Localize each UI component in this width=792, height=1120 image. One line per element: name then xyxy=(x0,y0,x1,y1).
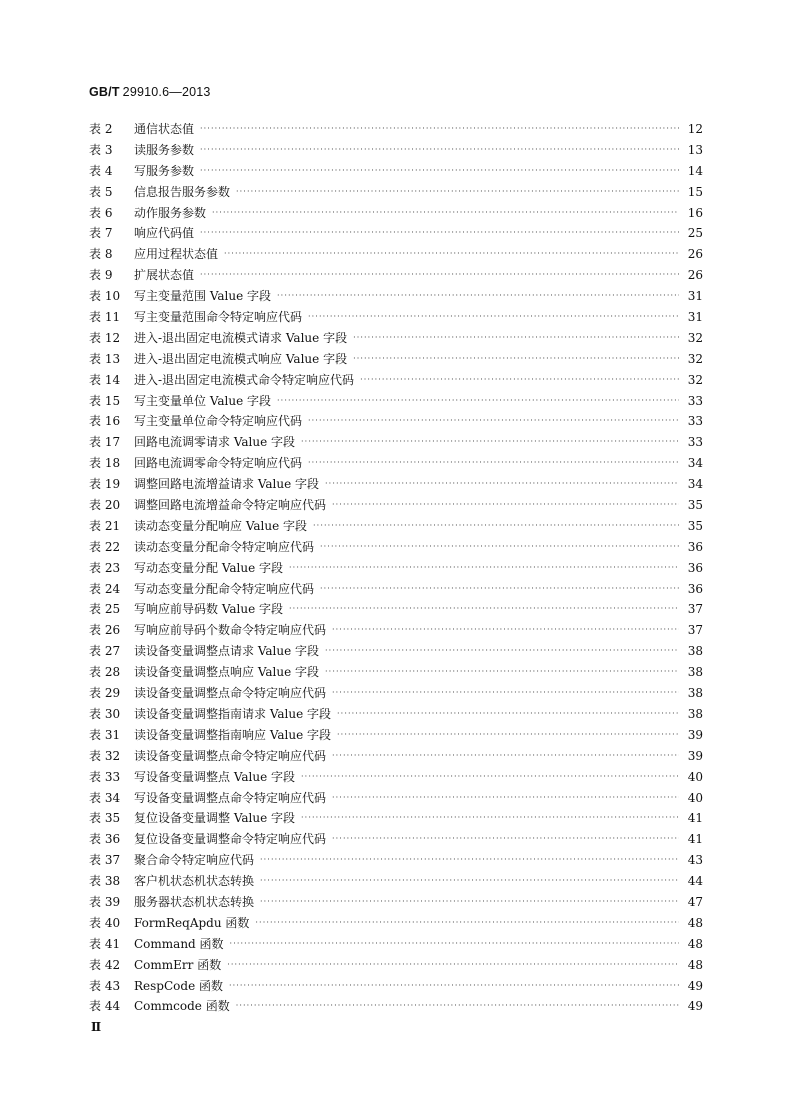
toc-entry-page: 31 xyxy=(687,310,703,325)
toc-entry-page: 37 xyxy=(687,602,703,617)
toc-entry-number: 表 16 xyxy=(89,414,121,429)
toc-entry-title: 写动态变量分配命令特定响应代码 xyxy=(134,581,315,596)
toc-entry-number: 表 27 xyxy=(89,644,121,659)
toc-entry[interactable] xyxy=(89,704,703,725)
toc-entry-number: 表 32 xyxy=(89,748,121,763)
toc-entry-title: 读设备变量调整指南响应 Value 字段 xyxy=(134,727,332,742)
toc-entry[interactable] xyxy=(89,913,703,934)
toc-entry-title: 读设备变量调整指南请求 Value 字段 xyxy=(134,706,332,721)
toc-leader-dots xyxy=(200,119,679,140)
toc-entry-number: 表 37 xyxy=(89,853,121,868)
toc-entry[interactable] xyxy=(89,976,703,997)
toc-entry-title: 复位设备变量调整命令特定响应代码 xyxy=(134,832,327,847)
toc-entry-page: 47 xyxy=(687,894,703,909)
toc-entry[interactable] xyxy=(89,934,703,955)
toc-leader-dots xyxy=(230,934,679,955)
toc-entry[interactable] xyxy=(89,432,703,453)
toc-entry[interactable] xyxy=(89,328,703,349)
toc-leader-dots xyxy=(260,850,679,871)
toc-entry-number: 表 29 xyxy=(89,686,121,701)
toc-entry[interactable] xyxy=(89,892,703,913)
toc-entry-title: 写主变量范围 Value 字段 xyxy=(134,289,272,304)
toc-leader-dots xyxy=(360,370,679,391)
toc-entry-page: 44 xyxy=(687,874,703,889)
toc-entry-number: 表 13 xyxy=(89,351,121,366)
toc-entry-number: 表 44 xyxy=(89,999,121,1014)
toc-entry[interactable] xyxy=(89,140,703,161)
standard-prefix: GB/T xyxy=(89,85,120,99)
toc-entry-title: 扩展状态值 xyxy=(134,268,195,283)
toc-entry-page: 38 xyxy=(687,706,703,721)
toc-entry-number: 表 40 xyxy=(89,915,121,930)
toc-entry-number: 表 42 xyxy=(89,957,121,972)
toc-leader-dots xyxy=(301,767,679,788)
toc-entry-page: 26 xyxy=(687,268,703,283)
toc-entry-number: 表 21 xyxy=(89,518,121,533)
toc-entry-number: 表 41 xyxy=(89,936,121,951)
toc-entry-number: 表 33 xyxy=(89,769,121,784)
toc-leader-dots xyxy=(255,913,679,934)
toc-entry-title: RespCode 函数 xyxy=(134,978,223,993)
toc-leader-dots xyxy=(200,223,679,244)
toc-entry-page: 38 xyxy=(687,686,703,701)
toc-entry-page: 35 xyxy=(687,498,703,513)
toc-entry-page: 39 xyxy=(687,727,703,742)
toc-entry-title: Command 函数 xyxy=(134,936,224,951)
toc-entry-page: 38 xyxy=(687,665,703,680)
toc-entry-title: 进入-退出固定电流模式响应 Value 字段 xyxy=(134,351,348,366)
toc-entry-number: 表 19 xyxy=(89,477,121,492)
toc-entry-page: 14 xyxy=(687,163,703,178)
toc-leader-dots xyxy=(277,286,679,307)
toc-entry-title: 响应代码值 xyxy=(134,226,195,241)
toc-entry[interactable] xyxy=(89,620,703,641)
toc-entry[interactable] xyxy=(89,370,703,391)
toc-entry-page: 36 xyxy=(687,581,703,596)
toc-entry-page: 32 xyxy=(687,330,703,345)
toc-leader-dots xyxy=(332,495,679,516)
toc-leader-dots xyxy=(337,704,679,725)
toc-entry-number: 表 9 xyxy=(89,268,113,283)
toc-leader-dots xyxy=(200,161,679,182)
toc-leader-dots xyxy=(200,265,679,286)
toc-leader-dots xyxy=(301,432,679,453)
toc-entry[interactable] xyxy=(89,537,703,558)
toc-entry-page: 41 xyxy=(687,811,703,826)
toc-entry-title: 读动态变量分配响应 Value 字段 xyxy=(134,518,308,533)
toc-entry-page: 33 xyxy=(687,414,703,429)
toc-entry-page: 39 xyxy=(687,748,703,763)
toc-leader-dots xyxy=(353,349,679,370)
toc-entry-title: 读设备变量调整点命令特定响应代码 xyxy=(134,686,327,701)
toc-entry-page: 34 xyxy=(687,456,703,471)
toc-leader-dots xyxy=(236,996,679,1017)
toc-entry-title: 写主变量范围命令特定响应代码 xyxy=(134,310,303,325)
toc-entry[interactable] xyxy=(89,725,703,746)
toc-entry-number: 表 5 xyxy=(89,184,113,199)
toc-entry-number: 表 28 xyxy=(89,665,121,680)
toc-entry-title: 服务器状态机状态转换 xyxy=(134,894,255,909)
toc-entry-number: 表 35 xyxy=(89,811,121,826)
toc-entry[interactable] xyxy=(89,495,703,516)
toc-entry[interactable] xyxy=(89,746,703,767)
toc-entry[interactable] xyxy=(89,265,703,286)
toc-entry[interactable] xyxy=(89,286,703,307)
toc-entry-page: 34 xyxy=(687,477,703,492)
toc-entry[interactable] xyxy=(89,391,703,412)
toc-leader-dots xyxy=(332,746,679,767)
toc-leader-dots xyxy=(325,641,679,662)
toc-entry-page: 36 xyxy=(687,539,703,554)
toc-entry-title: 进入-退出固定电流模式命令特定响应代码 xyxy=(134,372,355,387)
toc-entry-title: 读动态变量分配命令特定响应代码 xyxy=(134,539,315,554)
toc-entry-title: Commcode 函数 xyxy=(134,999,230,1014)
toc-entry-number: 表 24 xyxy=(89,581,121,596)
toc-entry[interactable] xyxy=(89,808,703,829)
toc-entry-number: 表 34 xyxy=(89,790,121,805)
toc-entry-page: 32 xyxy=(687,372,703,387)
toc-entry-number: 表 6 xyxy=(89,205,113,220)
toc-entry-title: 写主变量单位命令特定响应代码 xyxy=(134,414,303,429)
toc-entry-number: 表 8 xyxy=(89,247,113,262)
toc-entry-number: 表 25 xyxy=(89,602,121,617)
toc-leader-dots xyxy=(289,558,679,579)
toc-entry[interactable] xyxy=(89,579,703,600)
toc-entry-page: 13 xyxy=(687,142,703,157)
toc-leader-dots xyxy=(227,955,679,976)
toc-entry-title: 写设备变量调整点 Value 字段 xyxy=(134,769,296,784)
toc-entry-title: 动作服务参数 xyxy=(134,205,207,220)
toc-entry-number: 表 17 xyxy=(89,435,121,450)
toc-entry-number: 表 14 xyxy=(89,372,121,387)
toc-leader-dots xyxy=(229,976,679,997)
toc-entry-title: 写动态变量分配 Value 字段 xyxy=(134,560,284,575)
toc-entry-title: 调整回路电流增益命令特定响应代码 xyxy=(134,498,327,513)
toc-entry-number: 表 38 xyxy=(89,874,121,889)
toc-entry-page: 49 xyxy=(687,999,703,1014)
page-number: Ⅱ xyxy=(91,1020,102,1034)
toc-leader-dots xyxy=(313,516,679,537)
toc-entry-number: 表 10 xyxy=(89,289,121,304)
toc-leader-dots xyxy=(212,203,679,224)
toc-entry[interactable] xyxy=(89,871,703,892)
toc-entry-title: 写响应前导码个数命令特定响应代码 xyxy=(134,623,327,638)
toc-entry-number: 表 7 xyxy=(89,226,113,241)
table-of-tables xyxy=(89,119,703,1017)
toc-leader-dots xyxy=(308,411,679,432)
toc-leader-dots xyxy=(325,474,679,495)
toc-entry-title: 写主变量单位 Value 字段 xyxy=(134,393,272,408)
toc-entry-page: 15 xyxy=(687,184,703,199)
toc-entry[interactable] xyxy=(89,558,703,579)
toc-entry-page: 31 xyxy=(687,289,703,304)
toc-entry[interactable] xyxy=(89,411,703,432)
toc-leader-dots xyxy=(260,892,679,913)
toc-entry-page: 26 xyxy=(687,247,703,262)
toc-entry-number: 表 12 xyxy=(89,330,121,345)
toc-entry[interactable] xyxy=(89,788,703,809)
toc-entry[interactable] xyxy=(89,683,703,704)
document-header xyxy=(89,85,211,99)
toc-entry-page: 40 xyxy=(687,790,703,805)
toc-entry-number: 表 23 xyxy=(89,560,121,575)
toc-entry[interactable] xyxy=(89,244,703,265)
toc-entry[interactable] xyxy=(89,996,703,1017)
toc-leader-dots xyxy=(200,140,679,161)
toc-entry-title: 复位设备变量调整 Value 字段 xyxy=(134,811,296,826)
toc-leader-dots xyxy=(353,328,679,349)
toc-entry[interactable] xyxy=(89,474,703,495)
toc-entry-title: 调整回路电流增益请求 Value 字段 xyxy=(134,477,320,492)
toc-entry[interactable] xyxy=(89,599,703,620)
toc-entry-page: 40 xyxy=(687,769,703,784)
toc-leader-dots xyxy=(332,620,679,641)
toc-leader-dots xyxy=(320,537,679,558)
toc-entry-page: 41 xyxy=(687,832,703,847)
toc-entry-page: 36 xyxy=(687,560,703,575)
toc-entry-page: 12 xyxy=(687,122,703,136)
toc-leader-dots xyxy=(289,599,679,620)
toc-entry-page: 16 xyxy=(687,205,703,220)
toc-entry-title: 应用过程状态值 xyxy=(134,247,219,262)
toc-entry-number: 表 2 xyxy=(89,122,113,136)
toc-leader-dots xyxy=(224,244,679,265)
toc-entry-page: 48 xyxy=(687,957,703,972)
toc-entry-title: 通信状态值 xyxy=(134,122,195,136)
toc-entry-page: 37 xyxy=(687,623,703,638)
toc-entry[interactable] xyxy=(89,223,703,244)
toc-entry[interactable] xyxy=(89,662,703,683)
toc-entry-title: 回路电流调零命令特定响应代码 xyxy=(134,456,303,471)
toc-entry-title: FormReqApdu 函数 xyxy=(134,915,250,930)
toc-entry-number: 表 20 xyxy=(89,498,121,513)
toc-entry-title: 读设备变量调整点响应 Value 字段 xyxy=(134,665,320,680)
toc-entry[interactable] xyxy=(89,641,703,662)
toc-entry-page: 48 xyxy=(687,936,703,951)
toc-entry[interactable] xyxy=(89,161,703,182)
toc-leader-dots xyxy=(301,808,679,829)
toc-entry-number: 表 31 xyxy=(89,727,121,742)
toc-leader-dots xyxy=(337,725,679,746)
toc-entry-title: 读服务参数 xyxy=(134,142,195,157)
toc-entry[interactable] xyxy=(89,829,703,850)
toc-leader-dots xyxy=(320,579,679,600)
toc-entry-number: 表 22 xyxy=(89,539,121,554)
toc-leader-dots xyxy=(308,453,679,474)
toc-entry[interactable] xyxy=(89,349,703,370)
toc-entry-page: 43 xyxy=(687,853,703,868)
toc-entry-number: 表 43 xyxy=(89,978,121,993)
toc-leader-dots xyxy=(325,662,679,683)
toc-entry-title: 读设备变量调整点请求 Value 字段 xyxy=(134,644,320,659)
toc-entry-title: 写服务参数 xyxy=(134,163,195,178)
toc-entry-number: 表 39 xyxy=(89,894,121,909)
toc-entry-page: 35 xyxy=(687,518,703,533)
standard-code: 29910.6—2013 xyxy=(122,85,211,99)
toc-entry-page: 33 xyxy=(687,435,703,450)
toc-leader-dots xyxy=(260,871,679,892)
toc-entry[interactable] xyxy=(89,307,703,328)
toc-entry-page: 25 xyxy=(687,226,703,241)
toc-leader-dots xyxy=(236,182,679,203)
toc-leader-dots xyxy=(332,683,679,704)
toc-entry-number: 表 15 xyxy=(89,393,121,408)
toc-entry-title: 写设备变量调整点命令特定响应代码 xyxy=(134,790,327,805)
toc-entry-number: 表 4 xyxy=(89,163,113,178)
toc-entry-title: 信息报告服务参数 xyxy=(134,184,231,199)
toc-entry-title: 读设备变量调整点命令特定响应代码 xyxy=(134,748,327,763)
toc-entry[interactable] xyxy=(89,850,703,871)
toc-leader-dots xyxy=(332,829,679,850)
toc-entry-page: 38 xyxy=(687,644,703,659)
toc-entry-title: 聚合命令特定响应代码 xyxy=(134,853,255,868)
toc-entry-title: 客户机状态机状态转换 xyxy=(134,874,255,889)
toc-entry-page: 33 xyxy=(687,393,703,408)
toc-entry-number: 表 26 xyxy=(89,623,121,638)
toc-entry[interactable] xyxy=(89,182,703,203)
toc-entry-title: 回路电流调零请求 Value 字段 xyxy=(134,435,296,450)
toc-entry-page: 32 xyxy=(687,351,703,366)
toc-entry-title: CommErr 函数 xyxy=(134,957,222,972)
toc-entry[interactable] xyxy=(89,119,703,140)
toc-entry-title: 写响应前导码数 Value 字段 xyxy=(134,602,284,617)
toc-entry-number: 表 36 xyxy=(89,832,121,847)
toc-entry-number: 表 18 xyxy=(89,456,121,471)
toc-entry-title: 进入-退出固定电流模式请求 Value 字段 xyxy=(134,330,348,345)
toc-entry-page: 48 xyxy=(687,915,703,930)
toc-entry-number: 表 30 xyxy=(89,706,121,721)
toc-entry[interactable] xyxy=(89,203,703,224)
toc-entry-number: 表 11 xyxy=(89,310,121,325)
toc-entry[interactable] xyxy=(89,516,703,537)
toc-entry-page: 49 xyxy=(687,978,703,993)
toc-entry-number: 表 3 xyxy=(89,142,113,157)
toc-leader-dots xyxy=(332,788,679,809)
toc-leader-dots xyxy=(308,307,679,328)
toc-entry[interactable] xyxy=(89,955,703,976)
toc-entry[interactable] xyxy=(89,453,703,474)
toc-leader-dots xyxy=(277,391,679,412)
toc-entry[interactable] xyxy=(89,767,703,788)
